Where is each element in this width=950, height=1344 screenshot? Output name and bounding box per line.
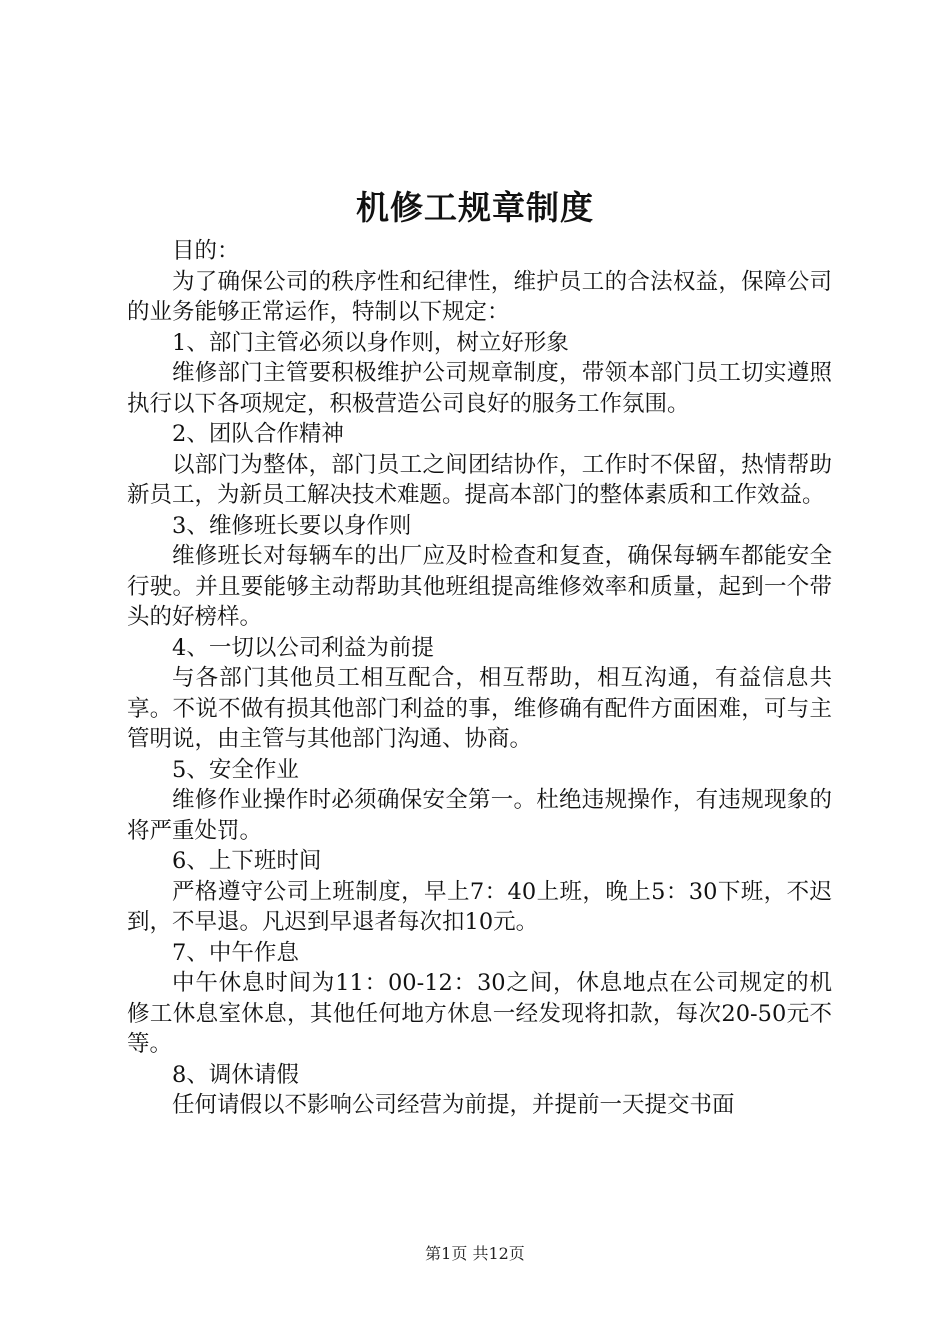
document-body [127,236,832,1121]
section-body-7: 中午休息时间为11：00-12：30之间，休息地点在公司规定的机修工休息室休息，其他任何地方休息一经发现将扣款，每次20-50元不等。 [127,970,832,1057]
section-heading-4: 4、一切以公司利益为前提 [172,634,434,661]
section-heading-8: 8、调休请假 [172,1061,299,1088]
section-body-2: 以部门为整体，部门员工之间团结协作，工作时不保留，热情帮助新员工，为新员工解决技术难题。提高本部门的整体素质和工作效益。 [127,451,832,508]
section-body-3: 维修班长对每辆车的出厂应及时检查和复查，确保每辆车都能安全行驶。并且要能够主动帮助其他班组提高维修效率和质量，起到一个带头的好榜样。 [127,543,832,630]
section-body-1: 维修部门主管要积极维护公司规章制度，带领本部门员工切实遵照执行以下各项规定，积极营造公司良好的服务工作氛围。 [127,360,832,417]
document-title: 机修工规章制度 [356,188,594,227]
section-heading-3: 3、维修班长要以身作则 [172,512,412,539]
section-heading-6: 6、上下班时间 [172,848,322,874]
section-body-4: 与各部门其他员工相互配合，相互帮助，相互沟通，有益信息共享。不说不做有损其他部门利益的事，维修确有配件方面困难，可与主管明说，由主管与其他部门沟通、协商。 [127,665,832,752]
section-body-5: 维修作业操作时必须确保安全第一。杜绝违规操作，有违规现象的将严重处罚。 [127,787,832,844]
section-body-6: 严格遵守公司上班制度，早上7：40上班，晚上5：30下班，不迟到，不早退。凡迟到早退者每次扣10元。 [127,878,832,935]
section-heading-7: 7、中午作息 [172,939,299,966]
section-heading-5: 5、安全作业 [172,756,299,783]
page-footer: 第1页 共12页 [425,1244,525,1263]
section-body-8: 任何请假以不影响公司经营为前提，并提前一天提交书面 [172,1092,735,1118]
section-heading-2: 2、团队合作精神 [172,421,344,447]
paragraph-purpose: 为了确保公司的秩序性和纪律性，维护员工的合法权益，保障公司的业务能够正常运作，特制以下规定： [127,268,832,325]
paragraph-purpose-label: 目的： [172,238,240,264]
section-heading-1: 1、部门主管必须以身作则，树立好形象 [172,329,569,356]
